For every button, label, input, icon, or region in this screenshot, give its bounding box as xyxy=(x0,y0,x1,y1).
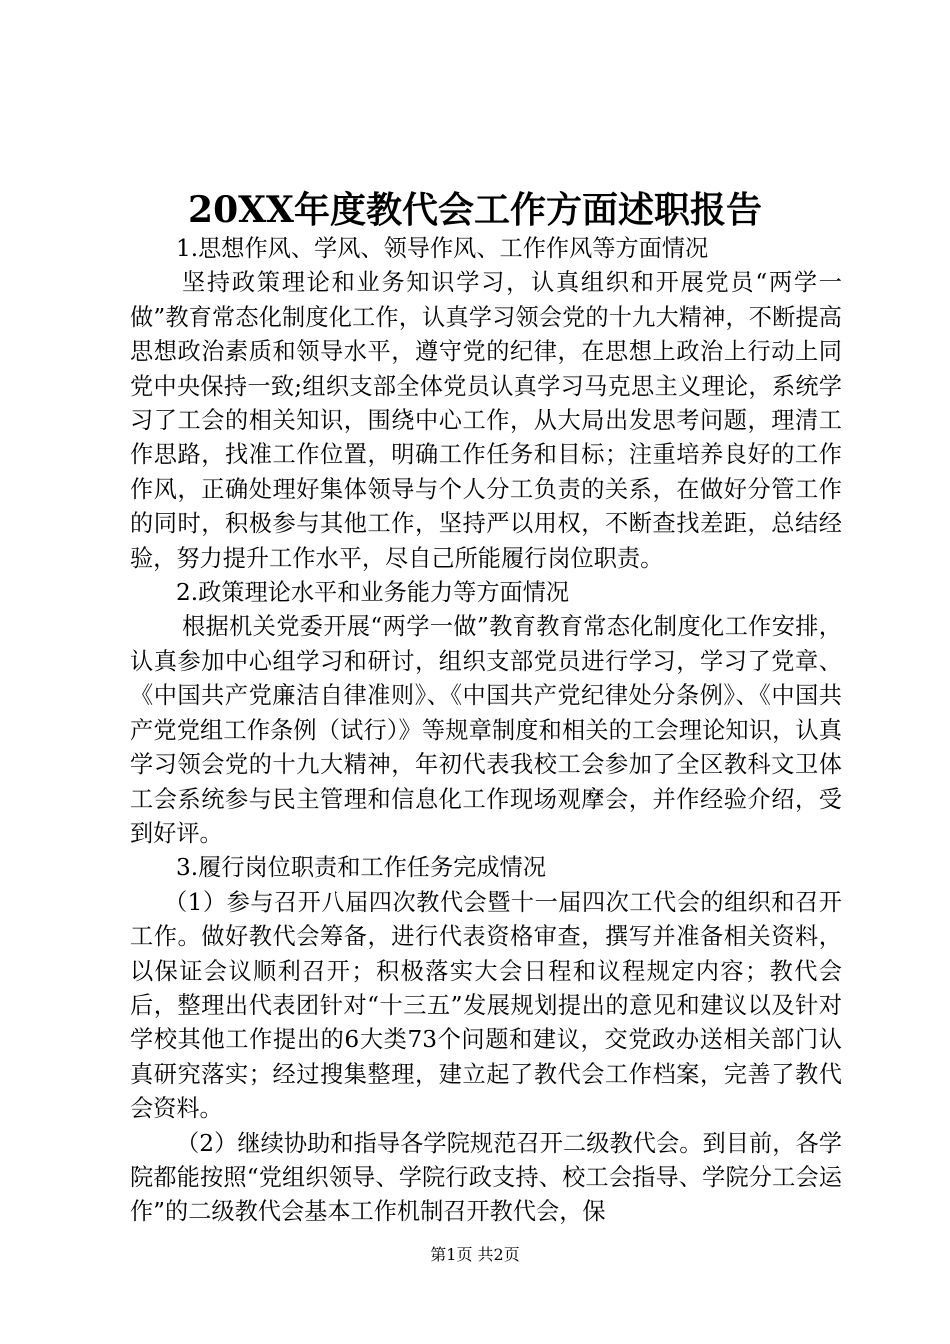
page-number-footer: 第1页 共2页 xyxy=(430,1245,520,1264)
section-heading-1: 1.思想作风、学风、领导作风、工作作风等方面情况 xyxy=(176,235,709,262)
section-paragraph-1-1: 坚持政策理论和业务知识学习，认真组织和开展党员“两学一做”教育常态化制度化工作，认真学习领会党的十九大精神，不断提高思想政治素质和领导水平，遵守党的纪律，在思想上政治上行动上同党中央保持一致;组织支部全体党员认真学习马克思主义理论，系统学习了工会的相关知识，围绕中心工作，从大局出发思考问题，理清工作思路，找准工作位置，明确工作任务和目标；注重培养良好的工作作风，正确处理好集体领导与个人分工负责的关系，在做好分管工作的同时，积极参与其他工作，坚持严以用权，不断查找差距，总结经验，努力提升工作水平，尽自己所能履行岗位职责。 xyxy=(130,269,842,572)
section-paragraph-3-1: （1）参与召开八届四次教代会暨十一届四次工代会的组织和召开工作。做好教代会筹备，进行代表资格审查，撰写并准备相关资料，以保证会议顺利召开；积极落实大会日程和议程规定内容；教代会后，整理出代表团针对“十三五”发展规划提出的意见和建议以及针对学校其他工作提出的6大类73个问题和建议，交党政办送相关部门认真研究落实；经过搜集整理，建立起了教代会工作档案，完善了教代会资料。 xyxy=(130,888,842,1123)
section-paragraph-2-1: 根据机关党委开展“两学一做”教育教育常态化制度化工作安排，认真参加中心组学习和研讨，组织支部党员进行学习，学习了党章、《中国共产党廉洁自律准则》、《中国共产党纪律处分条例》、《中国共产党党组工作条例（试行）》等规章制度和相关的工会理论知识，认真学习领会党的十九大精神，年初代表我校工会参加了全区教科文卫体工会系统参与民主管理和信息化工作现场观摩会，并作经验介绍，受到好评。 xyxy=(130,613,842,847)
section-heading-2: 2.政策理论水平和业务能力等方面情况 xyxy=(176,579,570,607)
section-heading-3: 3.履行岗位职责和工作任务完成情况 xyxy=(176,854,546,882)
document-title: 20XX年度教代会工作方面述职报告 xyxy=(188,189,762,231)
section-paragraph-3-2: （2）继续协助和指导各学院规范召开二级教代会。到目前，各学院都能按照“党组织领导、学院行政支持、校工会指导、学院分工会运作”的二级教代会基本工作机制召开教代会，保 xyxy=(130,1129,842,1226)
document-body xyxy=(130,232,842,1230)
